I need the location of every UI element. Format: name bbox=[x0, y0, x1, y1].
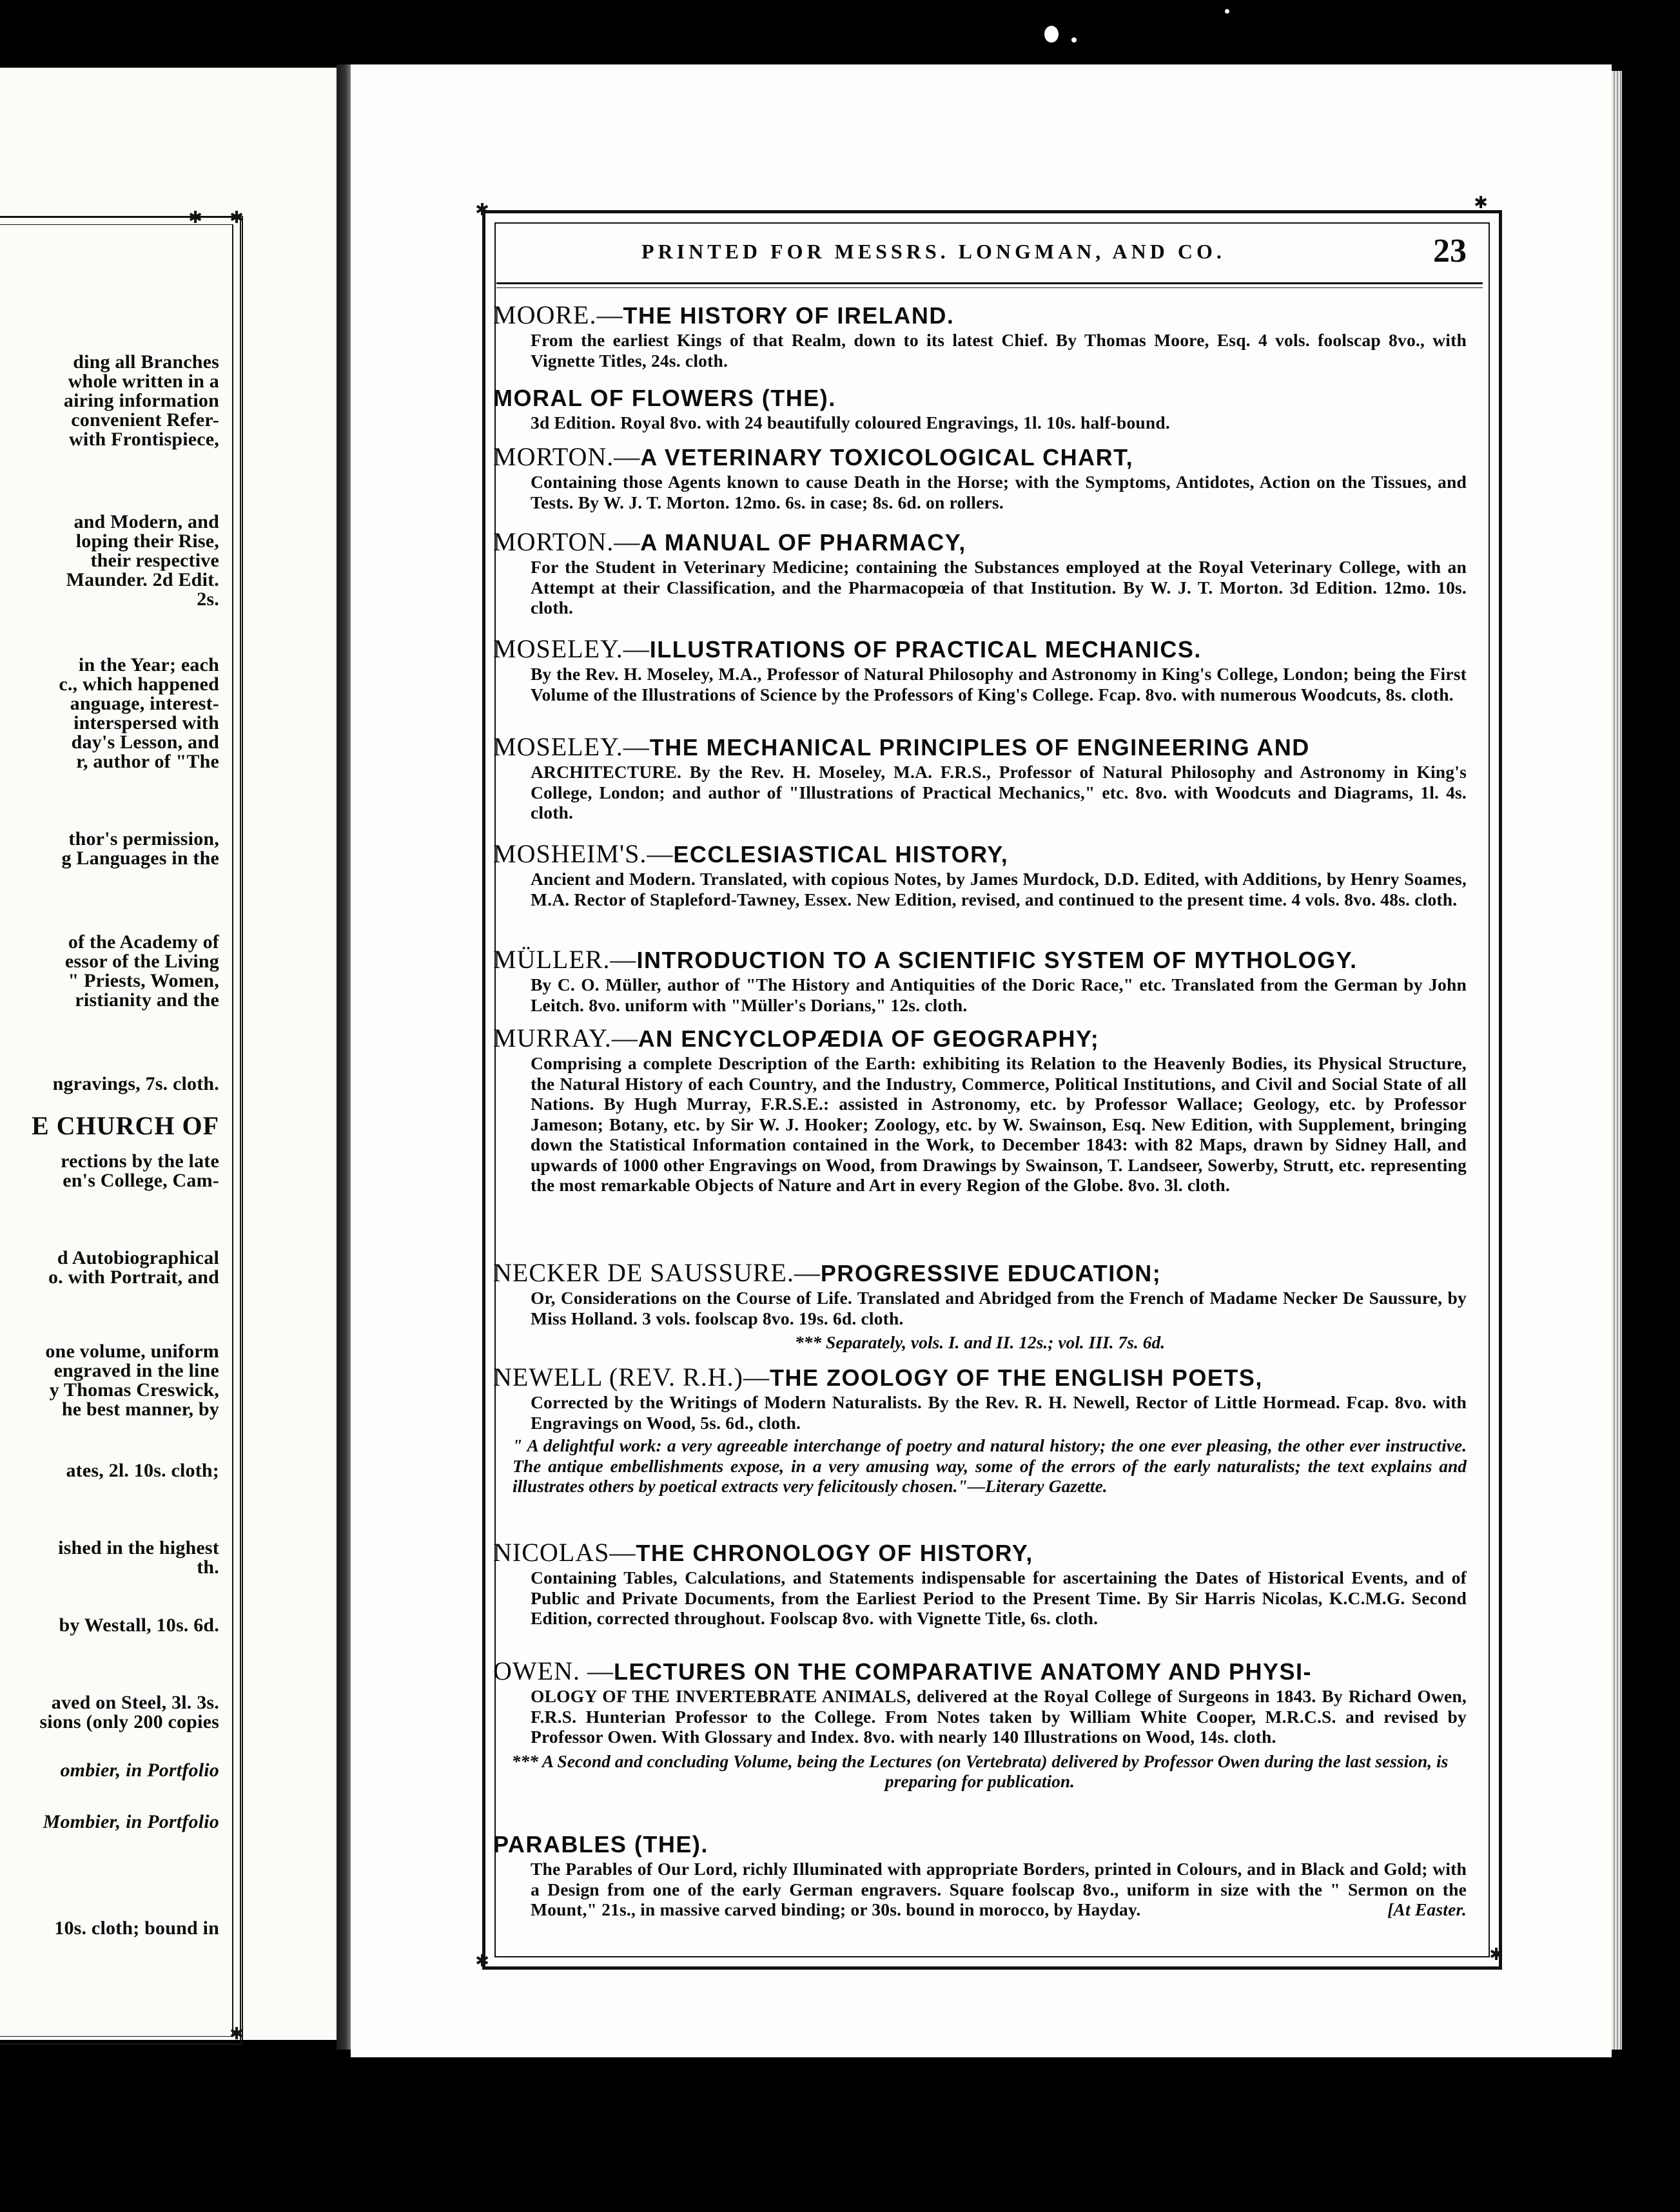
left-page-line: th. bbox=[197, 1557, 219, 1578]
entry-author: MOSHEIM'S.— bbox=[493, 839, 674, 868]
entry-title: THE CHRONOLOGY OF HISTORY, bbox=[636, 1540, 1033, 1566]
entry-author: NICOLAS— bbox=[493, 1538, 636, 1567]
left-page-line: loping their Rise, bbox=[75, 530, 219, 552]
catalogue-entry bbox=[493, 1363, 1467, 1497]
left-page-line: 2s. bbox=[197, 588, 219, 610]
dust-speck bbox=[1071, 37, 1077, 43]
left-page-line: ombier, in Portfolio bbox=[60, 1760, 219, 1781]
entry-title: ILLUSTRATIONS OF PRACTICAL MECHANICS. bbox=[649, 636, 1202, 663]
left-page-fragment bbox=[0, 68, 337, 2044]
entry-title: THE MECHANICAL PRINCIPLES OF ENGINEERING AND bbox=[649, 734, 1310, 761]
left-page-line: ates, 2l. 10s. cloth; bbox=[66, 1460, 219, 1481]
entry-title: AN ENCYCLOPÆDIA OF GEOGRAPHY; bbox=[638, 1025, 1100, 1052]
left-page-line: day's Lesson, and bbox=[71, 732, 219, 753]
running-title: PRINTED FOR MESSRS. LONGMAN, AND CO. bbox=[641, 240, 1226, 263]
entry-description: By C. O. Müller, author of "The History and Antiquities of the Doric Race," etc. Translated from the German by John Leitch. 8vo. uniform with "Müller's Dorians," 12s. cloth. bbox=[531, 975, 1467, 1015]
catalogue-entry bbox=[493, 1829, 1467, 1920]
entry-note: *** A Second and concluding Volume, being the Lectures (on Vertebrata) delivered by Professor Owen during the last session, is preparing for publication. bbox=[511, 1751, 1449, 1791]
dust-speck bbox=[1225, 9, 1229, 14]
entry-title: THE HISTORY OF IRELAND. bbox=[623, 302, 955, 329]
publication-tag: [At Easter. bbox=[1387, 1899, 1467, 1919]
entry-description: Ancient and Modern. Translated, with copious Notes, by James Murdock, D.D. Edited, with Additions, by Henry Soames, M.A. Rector of Stapleford-Tawney, Essex. New Edition, revised, and continued to the present time. 4 vols. 8vo. 48s. cloth. bbox=[531, 869, 1467, 909]
entry-description: Comprising a complete Description of the Earth: exhibiting its Relation to the Heavenly Bodies, its Physical Structure, the Natural History of each Country, and the Industry, Commerce, Political Institutions, and Civil and Social State of all Nations. By Hugh Murray, F.R.S.E.: assisted in Astronomy, etc. by Professor Wallace; Geology, etc. by Professor Jameson; Botany, etc. by Sir W. J. Hooker; Zoology, etc. by W. Swainson, Esq. New Edition, with Supplement, bringing down the Statistical Information contained in the Work, to December 1843: with 82 Maps, drawn by Sidney Hall, and upwards of 1000 other Engravings on Wood, from Drawings by Swainson, T. Landseer, Sowerby, Strutt, etc. representing the most remarkable Objects of Nature and Art in every Region of the Globe. 8vo. 3l. cloth. bbox=[531, 1053, 1467, 1195]
left-page-line: E CHURCH OF bbox=[32, 1111, 219, 1140]
page-number: 23 bbox=[1433, 233, 1467, 269]
entry-description: Corrected by the Writings of Modern Naturalists. By the Rev. R. H. Newell, Rector of Little Hormead. Fcap. 8vo. with Engravings on Wood, 5s. 6d., cloth. bbox=[531, 1392, 1467, 1433]
entry-description: 3d Edition. Royal 8vo. with 24 beautifully coloured Engravings, 1l. 10s. half-bound. bbox=[531, 412, 1170, 432]
entry-author: MOSELEY.— bbox=[493, 634, 650, 663]
catalogue-entry bbox=[493, 1538, 1467, 1629]
left-page-line: engraved in the line bbox=[54, 1360, 219, 1381]
entry-title: MORAL OF FLOWERS (THE). bbox=[493, 385, 836, 411]
entry-title: PARABLES (THE). bbox=[493, 1831, 708, 1858]
catalogue-entry bbox=[493, 1656, 1467, 1792]
catalogue-entry bbox=[493, 1258, 1467, 1353]
left-page-line: g Languages in the bbox=[61, 848, 219, 869]
left-page-line: thor's permission, bbox=[68, 828, 219, 849]
entry-description: Containing Tables, Calculations, and Statements indispensable for ascertaining the Dates of Historical Events, and of Public and Private Documents, from the Earliest Period to the Present Time. By Sir Harris Nicolas, K.C.M.G. Second Edition, corrected throughout. Foolscap 8vo. with Vignette Title, 6s. cloth. bbox=[531, 1567, 1467, 1628]
corner-ornament: ✱ bbox=[1489, 1945, 1503, 1965]
corner-ornament: ✱ bbox=[475, 1952, 489, 1971]
entry-title: THE ZOOLOGY OF THE ENGLISH POETS, bbox=[769, 1364, 1263, 1391]
entry-description: By the Rev. H. Moseley, M.A., Professor of Natural Philosophy and Astronomy in King's College, London; being the First Volume of the Illustrations of Science by the Professors of King's College. Fcap. 8vo. with numerous Woodcuts, 8s. cloth. bbox=[531, 664, 1467, 704]
left-page-line: rections by the late bbox=[61, 1150, 219, 1172]
entry-title: A VETERINARY TOXICOLOGICAL CHART, bbox=[640, 444, 1134, 471]
left-page-line: essor of the Living bbox=[64, 951, 219, 972]
corner-ornament: ✱ bbox=[188, 208, 202, 228]
left-page-line: and Modern, and bbox=[73, 511, 219, 532]
left-page-line: interspersed with bbox=[73, 712, 219, 733]
left-page-line: their respective bbox=[90, 550, 219, 571]
left-page-line: whole written in a bbox=[68, 371, 219, 392]
left-page-line: en's College, Cam- bbox=[63, 1170, 219, 1191]
left-page-line: c., which happened bbox=[59, 674, 219, 695]
entry-description: Containing those Agents known to cause Death in the Horse; with the Symptoms, Antidotes, Action on the Tissues, and Tests. By W. J. T. Morton. 12mo. 6s. in case; 8s. 6d. on rollers. bbox=[531, 472, 1467, 512]
entry-description: From the earliest Kings of that Realm, down to its latest Chief. By Thomas Moore, Esq. 4 vols. foolscap 8vo., with Vignette Titles, 24s. cloth. bbox=[531, 330, 1467, 371]
left-page-line: " Priests, Women, bbox=[68, 970, 219, 991]
entry-title: A MANUAL OF PHARMACY, bbox=[640, 529, 966, 556]
left-page-line: sions (only 200 copies bbox=[39, 1711, 219, 1732]
entry-title: LECTURES ON THE COMPARATIVE ANATOMY AND PHYSI- bbox=[613, 1658, 1313, 1685]
entry-author: MORTON.— bbox=[493, 442, 641, 471]
book-spine bbox=[337, 64, 351, 2050]
entry-title: INTRODUCTION TO A SCIENTIFIC SYSTEM OF MYTHOLOGY. bbox=[636, 947, 1358, 973]
left-page-line: with Frontispiece, bbox=[68, 429, 219, 450]
entry-author: NEWELL (REV. R.H.)— bbox=[493, 1363, 770, 1392]
left-page-line: by Westall, 10s. 6d. bbox=[59, 1615, 219, 1636]
left-page-line: y Thomas Creswick, bbox=[49, 1379, 219, 1401]
entry-description: For the Student in Veterinary Medicine; containing the Substances employed at the Royal Veterinary College, with an Attempt at their Classification, and the Pharmacopœia of that Institution. By W. J. T. Morton. 3d Edition. 12mo. 10s. cloth. bbox=[531, 557, 1467, 617]
catalogue-entry bbox=[493, 634, 1467, 704]
corner-ornament: ✱ bbox=[1474, 193, 1488, 213]
entry-author: OWEN. — bbox=[493, 1656, 614, 1685]
entry-title: PROGRESSIVE EDUCATION; bbox=[820, 1260, 1162, 1286]
corner-ornament: ✱ bbox=[230, 208, 244, 228]
left-page-line: o. with Portrait, and bbox=[48, 1266, 219, 1288]
entry-author: MOORE.— bbox=[493, 300, 623, 329]
left-page-line: ding all Branches bbox=[73, 351, 219, 373]
catalogue-entry bbox=[493, 300, 1467, 371]
left-page-line: 10s. cloth; bound in bbox=[54, 1917, 219, 1939]
catalogue-entry bbox=[493, 442, 1467, 512]
entry-description: ARCHITECTURE. By the Rev. H. Moseley, M.A. F.R.S., Professor of Natural Philosophy and Astronomy in King's College, London; and author of "Illustrations of Practical Mechanics," etc. 8vo. with Woodcuts and Diagrams, 1l. 4s. cloth. bbox=[531, 762, 1467, 822]
entry-author: MURRAY.— bbox=[493, 1024, 638, 1053]
left-page-line: Maunder. 2d Edit. bbox=[66, 569, 219, 590]
entry-author: MOSELEY.— bbox=[493, 732, 650, 761]
left-page-line: in the Year; each bbox=[78, 654, 219, 675]
review-quote: " A delightful work: a very agreeable interchange of poetry and natural history; the one ever pleasing, the other ever instructive. The antique embellishments expose, in a very amusing way, some of the errors of the early naturalists; the text explains and illustrates others by poetical extracts very felicitously chosen."—Literary Gazette. bbox=[513, 1435, 1467, 1496]
running-header bbox=[641, 232, 1467, 277]
entry-author: MÜLLER.— bbox=[493, 945, 637, 974]
left-page-line: Mombier, in Portfolio bbox=[43, 1811, 219, 1832]
catalogue-entry bbox=[493, 732, 1467, 823]
entry-note: *** Separately, vols. I. and II. 12s.; vol. III. 7s. 6d. bbox=[794, 1332, 1166, 1352]
left-page-line: r, author of "The bbox=[76, 751, 219, 772]
left-page-line: d Autobiographical bbox=[57, 1247, 219, 1268]
left-page-line: airing information bbox=[63, 390, 219, 411]
entry-title: ECCLESIASTICAL HISTORY, bbox=[673, 841, 1009, 868]
catalogue-entry bbox=[493, 527, 1467, 618]
entry-description: OLOGY OF THE INVERTEBRATE ANIMALS, delivered at the Royal College of Surgeons in 1843. By Richard Owen, F.R.S. Hunterian Professor to the College. From Notes taken by William White Cooper, M.R.C.S. and revised by Professor Owen. With Glossary and Index. 8vo. with nearly 140 Illustrations on Wood, 14s. cloth. bbox=[531, 1686, 1467, 1747]
catalogue-entry bbox=[493, 839, 1467, 909]
catalogue-entry bbox=[493, 383, 1467, 433]
entry-description: The Parables of Our Lord, richly Illuminated with appropriate Borders, printed in Colours, and in Black and Gold; with a Design from one of the early German engravers. Square foolscap 8vo., uniform in size with the " Sermon on the Mount," 21s., in massive carved binding; or 30s. bound in morocco, by Hayday. [At Easter. bbox=[531, 1859, 1467, 1919]
entry-description: Or, Considerations on the Course of Life. Translated and Abridged from the French of Madame Necker De Saussure, by Miss Holland. 3 vols. foolscap 8vo. 19s. 6d. cloth. bbox=[531, 1288, 1467, 1328]
left-page-line: convenient Refer- bbox=[71, 409, 219, 431]
left-page-line: ngravings, 7s. cloth. bbox=[52, 1073, 219, 1094]
header-rule bbox=[496, 282, 1483, 284]
left-page-line: he best manner, by bbox=[61, 1399, 219, 1420]
catalogue-entry bbox=[493, 945, 1467, 1015]
left-page-line: of the Academy of bbox=[68, 931, 219, 953]
left-page-line: ristianity and the bbox=[75, 989, 219, 1011]
left-page-line: aved on Steel, 3l. 3s. bbox=[51, 1692, 219, 1713]
header-rule bbox=[496, 287, 1483, 288]
left-page-line: ished in the highest bbox=[58, 1537, 219, 1558]
dust-speck bbox=[1044, 26, 1059, 43]
entry-author: NECKER DE SAUSSURE.— bbox=[493, 1258, 821, 1287]
corner-ornament: ✱ bbox=[230, 2024, 244, 2044]
left-page-line: anguage, interest- bbox=[70, 693, 219, 714]
entry-author: MORTON.— bbox=[493, 527, 641, 556]
left-page-line: one volume, uniform bbox=[45, 1341, 219, 1362]
corner-ornament: ✱ bbox=[475, 200, 489, 220]
catalogue-entry bbox=[493, 1024, 1467, 1196]
